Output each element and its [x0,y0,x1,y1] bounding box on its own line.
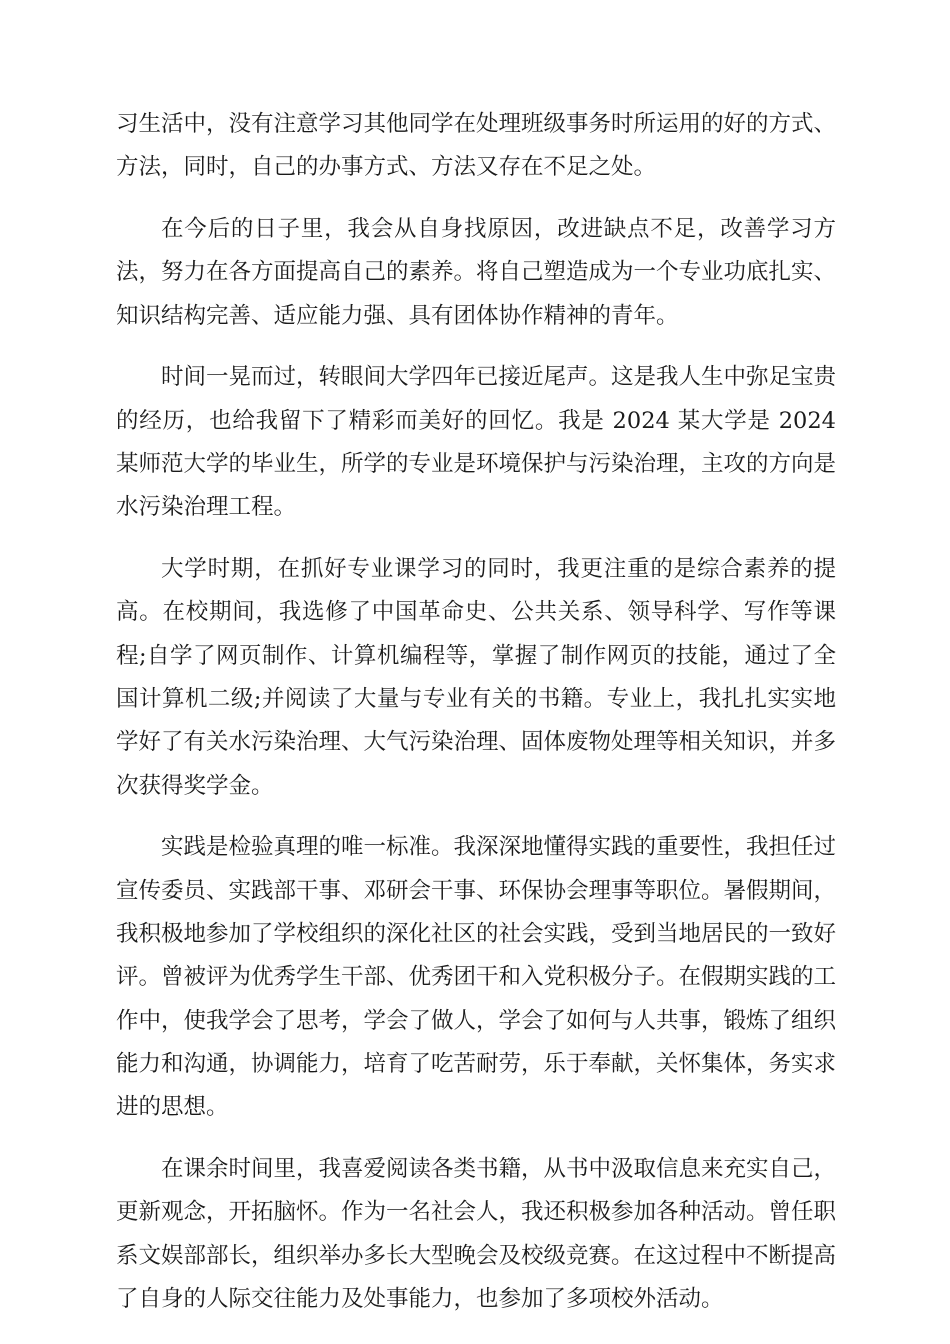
paragraph-extracurricular: 在课余时间里，我喜爱阅读各类书籍，从书中汲取信息来充实自己，更新观念，开拓脑怀。作为一名社会人，我还积极参加各种活动。曾任职系文娱部部长，组织举办多长大型晚会及校级竞赛。在这过程中不断提高了自身的人际交往能力及处事能力，也参加了多项校外活动。 [116,1156,837,1312]
paragraph-studies: 大学时期，在抓好专业课学习的同时，我更注重的是综合素养的提高。在校期间，我选修了中国革命史、公共关系、领导科学、写作等课程;自学了网页制作、计算机编程等，掌握了制作网页的技能，通过了全国计算机二级;并阅读了大量与专业有关的书籍。专业上，我扎扎实实地学好了有关水污染治理、大气污染治理、固体废物处理等相关知识，并多次获得奖学金。 [116,556,837,799]
paragraph-future-plans: 在今后的日子里，我会从自身找原因，改进缺点不足，改善学习方法，努力在各方面提高自己的素养。将自己塑造成为一个专业功底扎实、知识结构完善、适应能力强、具有团体协作精神的青年。 [116,216,837,329]
document-body [116,103,836,1340]
paragraph-university-intro: 时间一晃而过，转眼间大学四年已接近尾声。这是我人生中弥足宝贵的经历，也给我留下了精彩而美好的回忆。我是 2024 某大学是 2024 某师范大学的毕业生，所学的专业是环境保护与污染治理，主攻的方向是水污染治理工程。 [116,364,837,521]
paragraph-practice: 实践是检验真理的唯一标准。我深深地懂得实践的重要性，我担任过宣传委员、实践部干事、邓研会干事、环保协会理事等职位。暑假期间，我积极地参加了学校组织的深化社区的社会实践，受到当地居民的一致好评。曾被评为优秀学生干部、优秀团干和入党积极分子。在假期实践的工作中，使我学会了思考，学会了做人，学会了如何与人共事，锻炼了组织能力和沟通，协调能力，培育了吃苦耐劳，乐于奉献，关怀集体，务实求进的思想。 [116,834,837,1121]
paragraph-continuation: 习生活中，没有注意学习其他同学在处理班级事务时所运用的好的方式、方法，同时，自己的办事方式、方法又存在不足之处。 [116,111,837,181]
